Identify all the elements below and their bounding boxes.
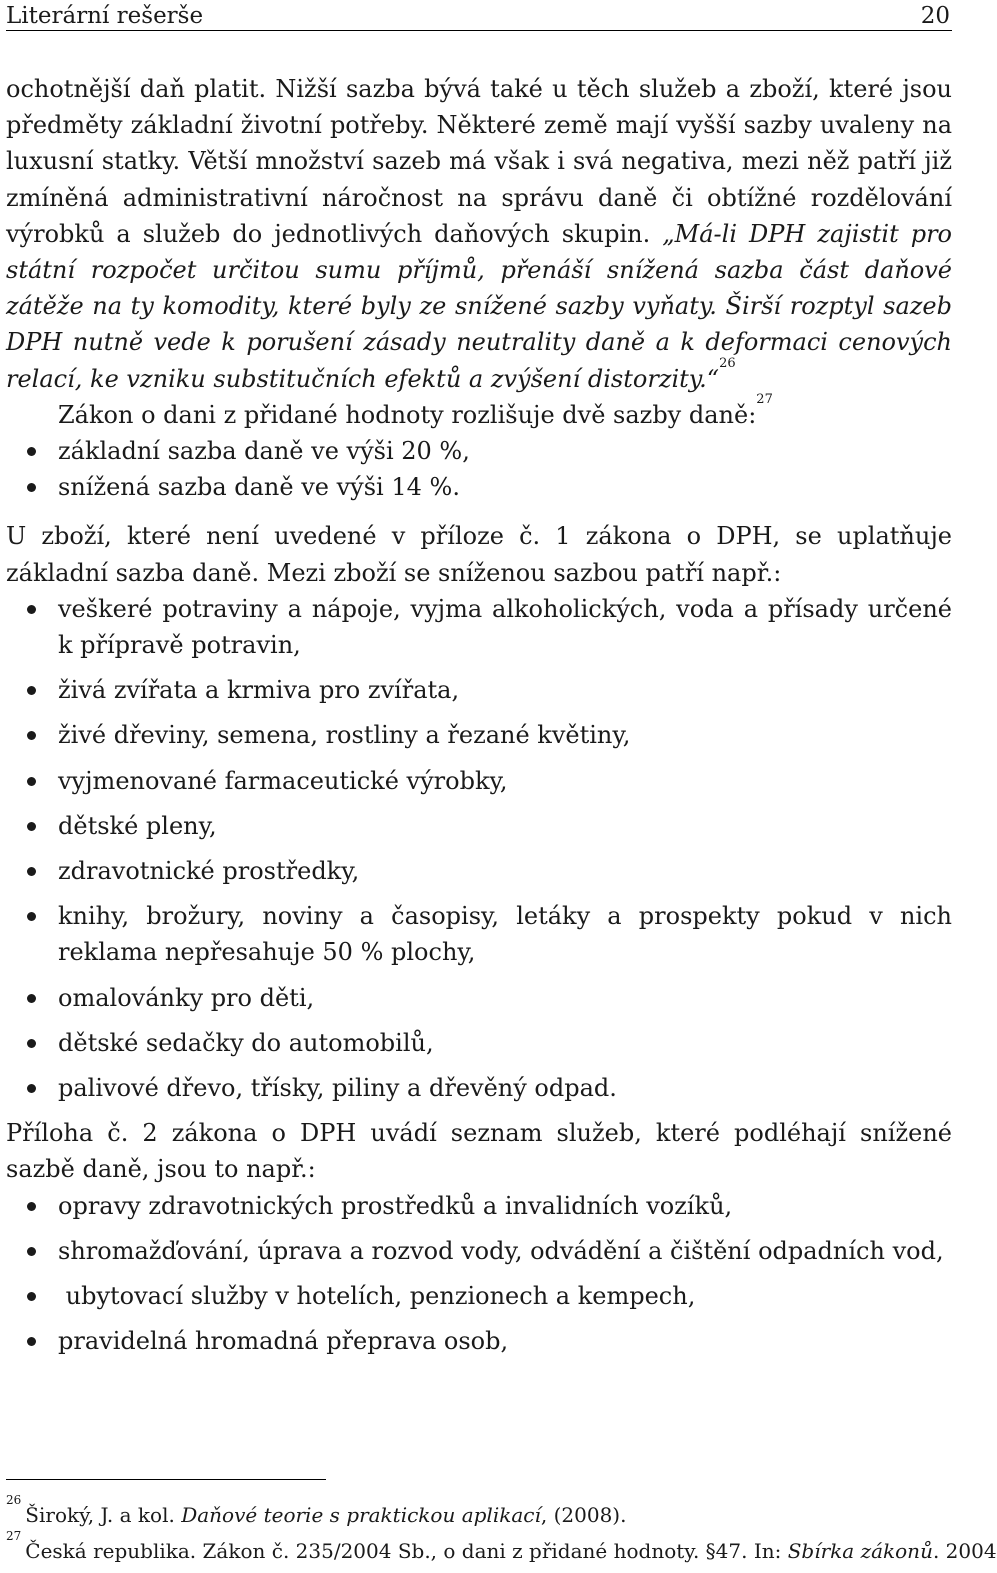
bullet-icon — [27, 686, 36, 695]
list-item — [6, 1070, 952, 1106]
footnote-text: Česká republika. Zákon č. 235/2004 Sb., o dani z přidané hodnoty. §47. In: — [25, 1539, 788, 1563]
footnote-text: , (2008). — [540, 1503, 627, 1527]
footnote-divider — [6, 1479, 326, 1480]
footnote-27 — [6, 1529, 997, 1569]
bullet-icon — [27, 1337, 36, 1346]
footnote-number: 26 — [6, 1493, 22, 1507]
footnote-book-title: Daňové teorie s praktickou aplikací — [181, 1503, 541, 1527]
bullet-icon — [27, 1247, 36, 1256]
list-item — [6, 433, 952, 469]
paragraph-text: ochotnější daň platit. Nižší sazba bývá také u těch služeb a zboží, které jsou předměty základní životní potřeby. Některé země mají vyšší sazby uvaleny na luxusní statky. Větší množství sazeb má však i svá negativa, mezi něž patří již zmíněná administrativní náročnost na správu daně či obtížné rozdělování výrobků a služeb do jednotlivých daňových skupin. — [6, 75, 952, 248]
paragraph-two-rates — [6, 391, 952, 433]
footnote-number: 27 — [6, 1529, 22, 1543]
bullet-icon — [27, 994, 36, 1003]
bullet-icon — [27, 1202, 36, 1211]
list-item-text: omalovánky pro děti, — [58, 983, 315, 1012]
footnote-ref-26[interactable]: 26 — [719, 355, 736, 371]
quotation: „Má-li DPH zajistit pro státní rozpočet určitou sumu příjmů, přenáší snížená sazba část daňové zátěže na ty komodity, které byly ze snížené sazby vyňaty. Širší rozptyl sazeb DPH nutně vede k porušení zásady neutrality daně a k deformaci cenových relací, ke vzniku substitučních efektů a zvýšení distorzity.“ — [6, 219, 953, 393]
reduced-services-list — [6, 1188, 952, 1360]
list-item — [6, 1188, 952, 1224]
list-item — [6, 763, 952, 799]
bullet-icon — [27, 822, 36, 831]
paragraph-goods-intro: U zboží, které není uvedené v příloze č. 1 zákona o DPH, se uplatňuje základní sazba daně. Mezi zboží se sníženou sazbou patří např.: — [6, 522, 952, 587]
list-item — [6, 591, 952, 663]
list-item — [6, 1278, 952, 1314]
bullet-icon — [27, 867, 36, 876]
footnote-source-title: Sbírka zákonů — [787, 1539, 933, 1563]
list-item — [6, 469, 952, 505]
bullet-icon — [27, 731, 36, 740]
paragraph-rates-intro — [6, 71, 952, 397]
list-item-text: živá zvířata a krmiva pro zvířata, — [58, 676, 460, 705]
bullet-icon — [27, 1084, 36, 1093]
list-item — [6, 717, 952, 753]
footnote-text: Široký, J. a kol. — [25, 1503, 182, 1527]
paragraph-services-intro: Příloha č. 2 zákona o DPH uvádí seznam služeb, které podléhají snížené sazbě daně, jsou to např.: — [6, 1119, 952, 1184]
list-item-text: dětské sedačky do automobilů, — [58, 1028, 434, 1057]
list-item-text: snížená sazba daně ve výši 14 %. — [58, 473, 460, 502]
list-item-text: vyjmenované farmaceutické výrobky, — [58, 766, 508, 795]
footnote-26 — [6, 1493, 952, 1533]
bullet-icon — [27, 483, 36, 492]
bullet-icon — [27, 1039, 36, 1048]
page-number: 20 — [920, 3, 950, 29]
list-item-text: základní sazba daně ve výši 20 %, — [58, 437, 470, 466]
list-item-text: pravidelná hromadná přeprava osob, — [58, 1327, 509, 1356]
rates-list — [6, 433, 952, 505]
list-item-text: palivové dřevo, třísky, piliny a dřevěný odpad. — [58, 1074, 617, 1103]
body-text — [6, 71, 952, 1369]
bullet-icon — [27, 777, 36, 786]
list-item — [6, 980, 952, 1016]
paragraph-text: Zákon o dani z přidané hodnoty rozlišuje dvě sazby daně: — [58, 400, 757, 429]
list-item-text: dětské pleny, — [58, 811, 217, 840]
list-item — [6, 853, 952, 889]
chapter-title: Literární rešerše — [6, 3, 204, 29]
list-item — [6, 808, 952, 844]
list-item-text: ubytovací služby v hotelích, penzionech a kempech, — [58, 1282, 696, 1311]
list-item-text: shromažďování, úprava a rozvod vody, odvádění a čištění odpadních vod, — [58, 1236, 944, 1265]
list-item-text: opravy zdravotnických prostředků a invalidních vozíků, — [58, 1191, 733, 1220]
footnotes — [6, 1493, 997, 1569]
list-item — [6, 1025, 952, 1061]
bullet-icon — [27, 447, 36, 456]
bullet-icon — [27, 1292, 36, 1301]
footnote-text: . 2004 — [932, 1539, 997, 1563]
list-item — [6, 1233, 952, 1269]
page-header — [6, 0, 952, 31]
list-item — [6, 898, 952, 970]
list-item-text: veškeré potraviny a nápoje, vyjma alkoholických, voda a přísady určené k přípravě potravin, — [58, 594, 952, 660]
bullet-icon — [27, 605, 36, 614]
footnote-ref-27[interactable]: 27 — [756, 391, 773, 407]
reduced-goods-list — [6, 591, 952, 1106]
list-item-text: zdravotnické prostředky, — [58, 857, 360, 886]
list-item — [6, 1323, 952, 1359]
list-item-text: knihy, brožury, noviny a časopisy, letáky a prospekty pokud v nich reklama nepřesahuje 50 % plochy, — [58, 902, 952, 967]
list-item — [6, 672, 952, 708]
list-item-text: živé dřeviny, semena, rostliny a řezané květiny, — [58, 721, 631, 750]
bullet-icon — [27, 912, 36, 921]
